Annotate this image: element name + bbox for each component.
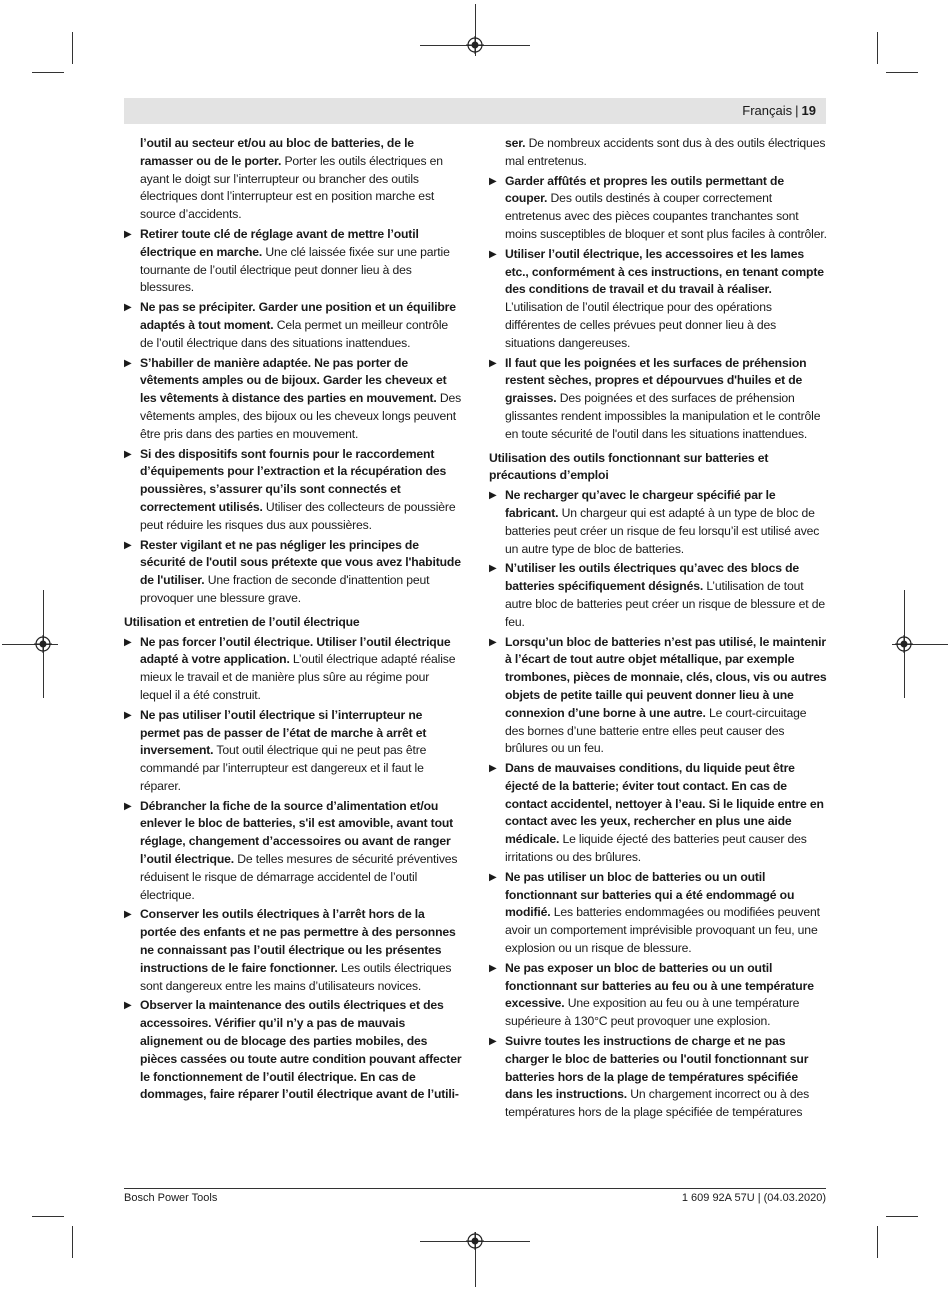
item-bold-text: Si des dispositifs sont fournis pour le raccordement d’équipements pour l’extraction et la récupération des poussières, s’assurer qu’ils sont connectés et correctement utilisés.: [140, 446, 447, 514]
item-bold-text: Ne pas utiliser l’outil électrique si l’interrupteur ne permet pas de passer de l’état de marche à arrêt et inversement.: [140, 707, 427, 758]
registration-target-icon: [466, 36, 484, 54]
list-item-continuation: [489, 135, 827, 171]
crop-mark-bottom-left-h: [32, 1216, 64, 1217]
list-item-continuation: [124, 135, 462, 224]
list-item: [489, 869, 827, 958]
right-column: [489, 135, 827, 1124]
list-item: [489, 760, 827, 867]
section-title: Utilisation et entretien de l’outil électrique: [124, 614, 360, 629]
bullet-arrow-icon: ▶: [124, 448, 132, 460]
crop-mark-top-right-h: [886, 72, 918, 73]
bullet-arrow-icon: ▶: [489, 1036, 497, 1048]
registration-target-icon: [895, 635, 913, 653]
item-text: De telles mesures de sécurité préventives réduisent le risque de démarrage accidentel de l’outil électrique.: [140, 852, 458, 902]
list-item: [489, 634, 827, 759]
item-bold-text: Observer la maintenance des outils électriques et des accessoires. Vérifier qu’il n’y a pas de mauvais alignement ou de blocage des parties mobiles, des pièces cassées ou toute autre condition pouvant affecter le fonctionnement de l’outil électrique. En cas de dommages, faire réparer l’outil électrique avant de l’utili-: [140, 998, 462, 1102]
crop-mark-bottom-right-v: [877, 1226, 878, 1258]
list-item: [489, 560, 827, 631]
bullet-arrow-icon: ▶: [489, 962, 497, 974]
item-text: Une clé laissée fixée sur une partie tournante de l’outil électrique peut donner lieu à des blessures.: [140, 244, 450, 295]
bullet-arrow-icon: ▶: [489, 248, 497, 260]
page-number: 19: [801, 103, 816, 118]
page-header: [124, 98, 826, 124]
bullet-arrow-icon: ▶: [124, 909, 132, 921]
section-title: Utilisation des outils fonctionnant sur batteries et précautions d’emploi: [489, 450, 769, 483]
item-bold-text: N’utiliser les outils électriques qu’avec des blocs de batteries spécifiquement désignés.: [505, 561, 799, 594]
item-text: Une fraction de seconde d'inattention peut provoquer une blessure grave.: [140, 573, 430, 605]
bullet-arrow-icon: ▶: [124, 1000, 132, 1012]
item-text: L’outil électrique adapté réalise mieux le travail et de manière plus sûre au régime pour lequel il a été construit.: [140, 652, 456, 702]
list-item: [124, 707, 462, 796]
list-item: [124, 997, 462, 1104]
item-bold-text: Retirer toute clé de réglage avant de mettre l’outil électrique en marche.: [140, 226, 419, 259]
bullet-arrow-icon: ▶: [124, 302, 132, 314]
bullet-arrow-icon: ▶: [124, 800, 132, 812]
list-item: [124, 446, 462, 535]
bullet-arrow-icon: ▶: [489, 490, 497, 502]
item-text: Un chargeur qui est adapté à un type de bloc de batteries peut créer un risque de feu lorsqu’il est utilisé avec un autre type de bloc de batteries.: [505, 505, 820, 556]
footer-doc-code: 1 609 92A 57U | (04.03.2020): [681, 1192, 826, 1204]
item-bold-text: Suivre toutes les instructions de charge et ne pas charger le bloc de batteries ou l'outil fonctionnant sur batteries hors de la plage de températures spécifiée dans les instructions.: [505, 1034, 809, 1102]
item-text: Une exposition au feu ou à une température supérieure à 130°C peut provoquer une explosion.: [505, 996, 800, 1029]
registration-target-icon: [34, 635, 52, 653]
bullet-arrow-icon: ▶: [124, 357, 132, 369]
item-text: Des outils destinés à couper correctement entretenus avec des pièces coupantes tranchantes sont moins susceptibles de bloquer et sont plus faciles à contrôler.: [505, 191, 827, 241]
item-bold-text: Utiliser l’outil électrique, les accessoires et les lames etc., conformément à ces instructions, en tenant compte des conditions de travail et du travail à réaliser.: [505, 246, 824, 297]
list-item: [489, 1033, 827, 1122]
item-text: Porter les outils électriques en ayant le doigt sur l’interrupteur ou brancher des outils électriques dont l’interrupteur est en position marche est source d’accidents.: [140, 153, 443, 222]
list-item: [124, 226, 462, 297]
item-bold-text: Ne pas se précipiter. Garder une position et un équilibre adaptés à tout moment.: [140, 300, 456, 332]
crop-mark-bottom-right-h: [886, 1216, 918, 1217]
registration-target-icon: [466, 1232, 484, 1250]
crop-mark-top-left-v: [72, 32, 73, 64]
header-separator: |: [795, 103, 799, 118]
footer-rule: [124, 1188, 826, 1189]
item-text: De nombreux accidents sont dus à des outils électriques mal entretenus.: [505, 136, 826, 168]
bullet-arrow-icon: ▶: [124, 539, 132, 551]
bullet-arrow-icon: ▶: [489, 763, 497, 775]
item-text: L’utilisation de l’outil électrique pour des opérations différentes de celles prévues peut donner lieu à des situations dangereuses.: [505, 300, 777, 350]
item-bold-text: Ne pas exposer un bloc de batteries ou un outil fonctionnant sur batteries au feu ou à une température excessive.: [505, 960, 814, 1011]
list-item: [489, 487, 827, 558]
bullet-arrow-icon: ▶: [124, 228, 132, 240]
item-bold-text: ser.: [505, 136, 526, 150]
list-item: [489, 246, 827, 353]
bullet-arrow-icon: ▶: [489, 175, 497, 187]
list-item: [489, 173, 827, 244]
header-language: Français: [742, 103, 793, 118]
list-item: [124, 537, 462, 608]
list-item: [124, 299, 462, 352]
item-text: Tout outil électrique qui ne peut pas être commandé par l’interrupteur est dangereux et il faut le réparer.: [140, 743, 427, 793]
item-bold-text: Conserver les outils électriques à l’arrêt hors de la portée des enfants et ne pas permettre à des personnes ne connaissant pas l’outil électrique ou les présentes instructions de le faire fonctionner.: [140, 907, 456, 975]
item-bold-text: Il faut que les poignées et les surfaces de préhension restent sèches, propres et dépourvues d'huiles et de graisses.: [505, 355, 807, 406]
item-text: Des vêtements amples, des bijoux ou les cheveux longs peuvent être pris dans des parties en mouvement.: [140, 391, 462, 441]
crop-mark-top-right-v: [877, 32, 878, 64]
item-text: L’utilisation de tout autre bloc de batteries peut créer un risque de blessure et de feu.: [505, 579, 825, 629]
item-text: Des poignées et des surfaces de préhension glissantes rendent impossibles la manipulation et le contrôle en toute sécurité de l'outil dans les situations inattendues.: [505, 391, 821, 441]
item-bold-text: Ne pas utiliser un bloc de batteries ou un outil fonctionnant sur batteries qui a été endommagé ou modifié.: [505, 869, 795, 920]
item-bold-text: Dans de mauvaises conditions, du liquide peut être éjecté de la batterie; éviter tout contact. En cas de contact accidentel, nettoyer à l’eau. Si le liquide entre en contact avec les yeux, rechercher en plus une aide médicale.: [505, 761, 824, 847]
item-bold-text: Débrancher la fiche de la source d’alimentation et/ou enlever le bloc de batteries, s'il est amovible, avant tout réglage, changement d’accessoires ou avant de ranger l’outil électrique.: [140, 798, 454, 867]
item-bold-text: S’habiller de manière adaptée. Ne pas porter de vêtements amples ou de bijoux. Garder les cheveux et les vêtements à distance des parties en mouvement.: [140, 355, 447, 406]
header-text: [742, 102, 816, 120]
item-bold-text: Garder affûtés et propres les outils permettant de couper.: [505, 173, 784, 206]
left-column: [124, 135, 462, 1106]
item-text: Le liquide éjecté des batteries peut causer des irritations ou des brûlures.: [505, 832, 807, 865]
item-bold-text: l’outil au secteur et/ou au bloc de batteries, de le ramasser ou de le porter.: [140, 136, 414, 168]
bullet-arrow-icon: ▶: [124, 636, 132, 648]
list-item: [489, 355, 827, 444]
item-text: Les batteries endommagées ou modifiées peuvent avoir un comportement imprévisible provoquant un feu, une explosion ou un risque de blessure.: [505, 905, 820, 956]
item-bold-text: Rester vigilant et ne pas négliger les principes de sécurité de l'outil sous prétexte que vous avez l'habitude de l'utiliser.: [140, 537, 461, 588]
item-text: Cela permet un meilleur contrôle de l’outil électrique dans des situations inattendues.: [140, 317, 449, 350]
crop-mark-bottom-left-v: [72, 1226, 73, 1258]
bullet-arrow-icon: ▶: [489, 636, 497, 648]
bullet-arrow-icon: ▶: [489, 357, 497, 369]
item-bold-text: Lorsqu’un bloc de batteries n’est pas utilisé, le maintenir à l’écart de tout autre objet métallique, par exemple trombones, pièces de monnaie, clés, clous, vis ou autres objets de petite taille qui peuvent donner lieu à une connexion d’une borne à une autre.: [505, 634, 827, 720]
bullet-arrow-icon: ▶: [124, 709, 132, 721]
list-item: [124, 906, 462, 995]
list-item: [124, 355, 462, 444]
item-text: Un chargement incorrect ou à des températures hors de la plage spécifiée de températures: [505, 1087, 810, 1120]
item-text: Utiliser des collecteurs de poussière peut réduire les risques dus aux poussières.: [140, 499, 456, 532]
item-text: Le court-circuitage des bornes d’une batterie entre elles peut causer des brûlures ou un feu.: [505, 705, 807, 756]
list-item: [124, 634, 462, 705]
list-item: [489, 960, 827, 1031]
item-text: Les outils électriques sont dangereux entre les mains d’utilisateurs novices.: [140, 960, 452, 993]
footer-publisher: Bosch Power Tools: [124, 1192, 218, 1204]
list-item: [124, 798, 462, 905]
crop-mark-top-left-h: [32, 72, 64, 73]
bullet-arrow-icon: ▶: [489, 871, 497, 883]
bullet-arrow-icon: ▶: [489, 563, 497, 575]
item-bold-text: Ne recharger qu’avec le chargeur spécifié par le fabricant.: [505, 488, 776, 520]
item-bold-text: Ne pas forcer l’outil électrique. Utiliser l’outil électrique adapté à votre application.: [140, 634, 451, 667]
